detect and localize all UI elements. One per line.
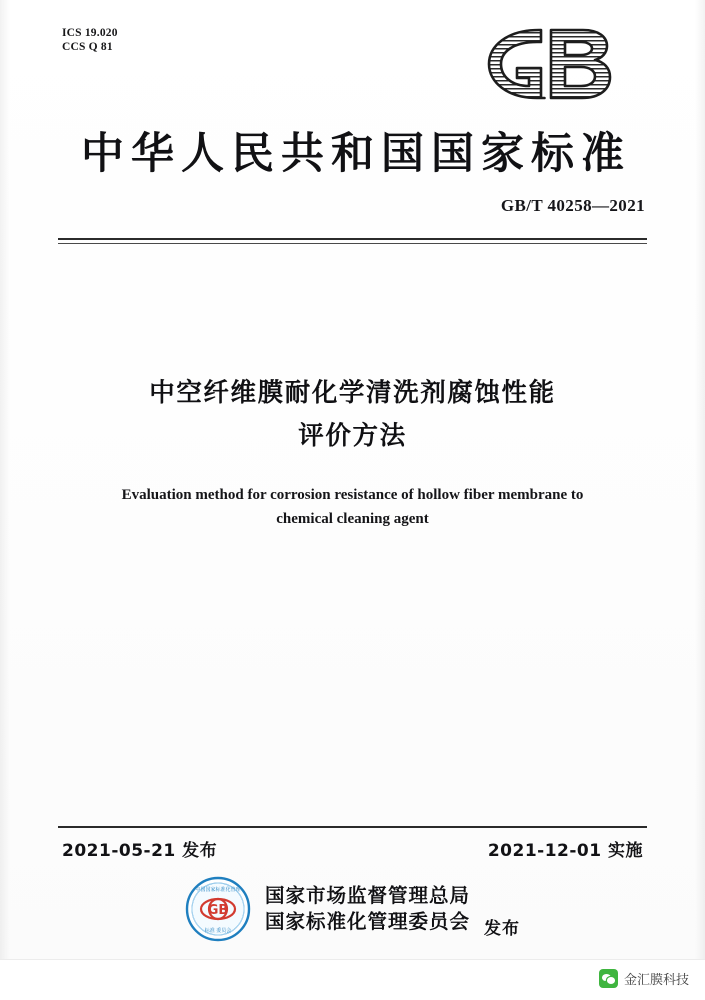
standard-number: GB/T 40258—2021 — [500, 196, 645, 215]
issue-date: 2021-05-21 发布 — [62, 841, 218, 861]
wechat-account-name: 金汇膜科技 — [623, 973, 689, 988]
ics-code: ICS 19.020 — [62, 27, 118, 39]
document-title-line-2: 评价方法 — [298, 421, 407, 451]
publisher-name-line-1: 国家市场监督管理总局 — [264, 884, 470, 907]
publisher-name-line-2: 国家标准化管理委员会 — [264, 910, 470, 933]
wechat-account-badge[interactable] — [599, 969, 689, 988]
svg-text:中国国家标准化管理: 中国国家标准化管理 — [195, 887, 241, 893]
document-title-line-1: 中空纤维膜耐化学清洗剂腐蚀性能 — [149, 378, 556, 408]
divider-top-thin — [58, 243, 647, 244]
divider-bottom-thick — [58, 826, 647, 828]
wechat-icon — [599, 969, 618, 988]
document-title-english — [70, 483, 635, 531]
publisher-block — [0, 876, 705, 942]
document-title-english-line-2: chemical cleaning agent — [276, 511, 429, 527]
ccs-code: CCS Q 81 — [62, 41, 113, 53]
standardization-emblem-icon — [185, 876, 251, 942]
publisher-names — [265, 883, 470, 935]
effective-date: 2021-12-01 实施 — [487, 841, 643, 861]
gb-logo — [479, 24, 619, 104]
svg-text:标准 委员会: 标准 委员会 — [204, 928, 232, 934]
national-standard-title: 中华人民共和国国家标准 — [81, 129, 631, 179]
svg-text:GB: GB — [207, 903, 229, 918]
document-title-english-line-1: Evaluation method for corrosion resistance of hollow fiber membrane to — [121, 487, 584, 503]
document-title — [70, 372, 635, 458]
divider-top-thick — [58, 238, 647, 240]
classification-meta — [62, 26, 118, 54]
publisher-issue-label: 发布 — [484, 919, 520, 939]
footer-watermark-strip — [0, 959, 705, 1000]
